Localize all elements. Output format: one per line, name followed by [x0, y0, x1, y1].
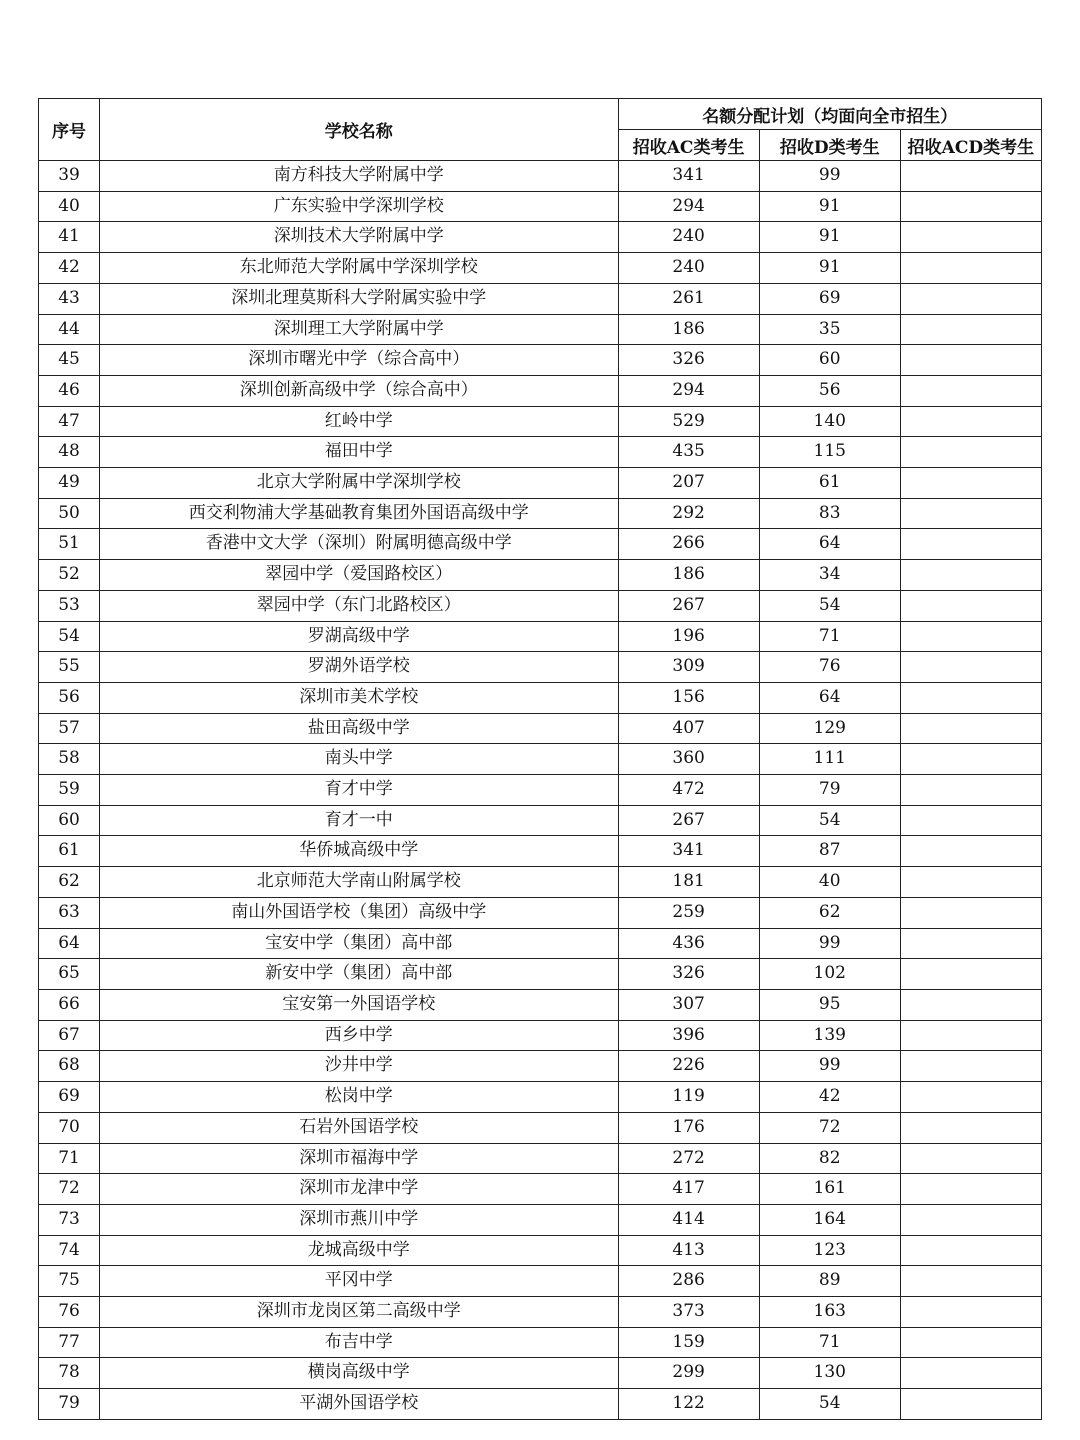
table-row — [39, 253, 1042, 284]
cell-d-quota: 130 — [759, 1358, 900, 1389]
table-row — [39, 1327, 1042, 1358]
cell-ac-quota: 435 — [618, 437, 759, 468]
cell-ac-quota: 159 — [618, 1327, 759, 1358]
cell-ac-quota: 529 — [618, 406, 759, 437]
cell-school-name: 南头中学 — [100, 744, 619, 775]
cell-seq: 63 — [39, 897, 100, 928]
cell-ac-quota: 292 — [618, 498, 759, 529]
cell-ac-quota: 272 — [618, 1143, 759, 1174]
cell-ac-quota: 436 — [618, 928, 759, 959]
table-row — [39, 406, 1042, 437]
table-row — [39, 191, 1042, 222]
cell-school-name: 深圳市龙津中学 — [100, 1174, 619, 1205]
cell-d-quota: 71 — [759, 621, 900, 652]
cell-ac-quota: 417 — [618, 1174, 759, 1205]
cell-school-name: 北京大学附属中学深圳学校 — [100, 468, 619, 499]
table-row — [39, 1020, 1042, 1051]
table-row — [39, 375, 1042, 406]
cell-seq: 46 — [39, 375, 100, 406]
cell-school-name: 深圳技术大学附属中学 — [100, 222, 619, 253]
cell-acd-quota — [900, 989, 1041, 1020]
table-row — [39, 928, 1042, 959]
cell-ac-quota: 341 — [618, 161, 759, 192]
cell-d-quota: 164 — [759, 1204, 900, 1235]
cell-d-quota: 99 — [759, 161, 900, 192]
table-row — [39, 1174, 1042, 1205]
cell-d-quota: 35 — [759, 314, 900, 345]
table-row — [39, 468, 1042, 499]
cell-ac-quota: 326 — [618, 345, 759, 376]
cell-ac-quota: 267 — [618, 805, 759, 836]
cell-seq: 49 — [39, 468, 100, 499]
cell-seq: 67 — [39, 1020, 100, 1051]
table-row — [39, 867, 1042, 898]
cell-acd-quota — [900, 713, 1041, 744]
cell-seq: 76 — [39, 1297, 100, 1328]
cell-acd-quota — [900, 744, 1041, 775]
cell-acd-quota — [900, 1112, 1041, 1143]
cell-seq: 51 — [39, 529, 100, 560]
cell-seq: 45 — [39, 345, 100, 376]
table-row — [39, 652, 1042, 683]
cell-seq: 79 — [39, 1389, 100, 1420]
cell-seq: 55 — [39, 652, 100, 683]
cell-school-name: 翠园中学（东门北路校区） — [100, 590, 619, 621]
table-row — [39, 1389, 1042, 1420]
cell-d-quota: 161 — [759, 1174, 900, 1205]
cell-school-name: 深圳市曙光中学（综合高中） — [100, 345, 619, 376]
cell-school-name: 南山外国语学校（集团）高级中学 — [100, 897, 619, 928]
cell-d-quota: 76 — [759, 652, 900, 683]
cell-d-quota: 72 — [759, 1112, 900, 1143]
cell-ac-quota: 360 — [618, 744, 759, 775]
cell-school-name: 红岭中学 — [100, 406, 619, 437]
cell-acd-quota — [900, 775, 1041, 806]
cell-school-name: 香港中文大学（深圳）附属明德高级中学 — [100, 529, 619, 560]
cell-ac-quota: 413 — [618, 1235, 759, 1266]
cell-d-quota: 129 — [759, 713, 900, 744]
cell-ac-quota: 286 — [618, 1266, 759, 1297]
cell-seq: 52 — [39, 560, 100, 591]
cell-school-name: 龙城高级中学 — [100, 1235, 619, 1266]
cell-acd-quota — [900, 529, 1041, 560]
cell-seq: 41 — [39, 222, 100, 253]
cell-school-name: 育才一中 — [100, 805, 619, 836]
cell-d-quota: 82 — [759, 1143, 900, 1174]
cell-d-quota: 54 — [759, 805, 900, 836]
cell-school-name: 西交利物浦大学基础教育集团外国语高级中学 — [100, 498, 619, 529]
cell-seq: 60 — [39, 805, 100, 836]
cell-ac-quota: 261 — [618, 283, 759, 314]
cell-school-name: 华侨城高级中学 — [100, 836, 619, 867]
cell-d-quota: 64 — [759, 682, 900, 713]
cell-seq: 53 — [39, 590, 100, 621]
cell-seq: 64 — [39, 928, 100, 959]
cell-seq: 78 — [39, 1358, 100, 1389]
cell-school-name: 平冈中学 — [100, 1266, 619, 1297]
cell-ac-quota: 294 — [618, 191, 759, 222]
cell-ac-quota: 472 — [618, 775, 759, 806]
cell-d-quota: 89 — [759, 1266, 900, 1297]
cell-ac-quota: 267 — [618, 590, 759, 621]
cell-d-quota: 102 — [759, 959, 900, 990]
cell-acd-quota — [900, 253, 1041, 284]
cell-acd-quota — [900, 1082, 1041, 1113]
quota-allocation-table — [38, 98, 1042, 1420]
cell-d-quota: 87 — [759, 836, 900, 867]
cell-d-quota: 62 — [759, 897, 900, 928]
table-row — [39, 283, 1042, 314]
cell-d-quota: 95 — [759, 989, 900, 1020]
cell-acd-quota — [900, 222, 1041, 253]
cell-school-name: 宝安中学（集团）高中部 — [100, 928, 619, 959]
cell-school-name: 育才中学 — [100, 775, 619, 806]
header-quota-plan: 名额分配计划（均面向全市招生） — [618, 99, 1041, 130]
table-row — [39, 1082, 1042, 1113]
cell-seq: 72 — [39, 1174, 100, 1205]
cell-school-name: 平湖外国语学校 — [100, 1389, 619, 1420]
cell-school-name: 福田中学 — [100, 437, 619, 468]
header-seq: 序号 — [39, 99, 100, 161]
cell-acd-quota — [900, 498, 1041, 529]
cell-seq: 57 — [39, 713, 100, 744]
cell-d-quota: 69 — [759, 283, 900, 314]
table-body — [39, 161, 1042, 1420]
table-row — [39, 744, 1042, 775]
cell-school-name: 深圳北理莫斯科大学附属实验中学 — [100, 283, 619, 314]
cell-ac-quota: 326 — [618, 959, 759, 990]
cell-acd-quota — [900, 283, 1041, 314]
cell-ac-quota: 266 — [618, 529, 759, 560]
cell-school-name: 布吉中学 — [100, 1327, 619, 1358]
cell-ac-quota: 294 — [618, 375, 759, 406]
cell-d-quota: 91 — [759, 191, 900, 222]
table-row — [39, 437, 1042, 468]
cell-acd-quota — [900, 1358, 1041, 1389]
cell-ac-quota: 299 — [618, 1358, 759, 1389]
table-row — [39, 989, 1042, 1020]
header-d: 招收D类考生 — [759, 130, 900, 161]
cell-d-quota: 91 — [759, 222, 900, 253]
cell-seq: 74 — [39, 1235, 100, 1266]
cell-d-quota: 139 — [759, 1020, 900, 1051]
table-row — [39, 222, 1042, 253]
cell-d-quota: 64 — [759, 529, 900, 560]
cell-school-name: 深圳市龙岗区第二高级中学 — [100, 1297, 619, 1328]
table-row — [39, 1235, 1042, 1266]
cell-ac-quota: 240 — [618, 253, 759, 284]
cell-acd-quota — [900, 959, 1041, 990]
cell-acd-quota — [900, 590, 1041, 621]
cell-acd-quota — [900, 682, 1041, 713]
table-row — [39, 805, 1042, 836]
cell-acd-quota — [900, 161, 1041, 192]
table-row — [39, 1358, 1042, 1389]
cell-ac-quota: 226 — [618, 1051, 759, 1082]
cell-d-quota: 83 — [759, 498, 900, 529]
cell-school-name: 东北师范大学附属中学深圳学校 — [100, 253, 619, 284]
cell-school-name: 石岩外国语学校 — [100, 1112, 619, 1143]
cell-school-name: 新安中学（集团）高中部 — [100, 959, 619, 990]
cell-seq: 70 — [39, 1112, 100, 1143]
cell-seq: 44 — [39, 314, 100, 345]
cell-seq: 65 — [39, 959, 100, 990]
cell-d-quota: 34 — [759, 560, 900, 591]
cell-acd-quota — [900, 468, 1041, 499]
cell-d-quota: 140 — [759, 406, 900, 437]
cell-seq: 50 — [39, 498, 100, 529]
cell-ac-quota: 119 — [618, 1082, 759, 1113]
cell-seq: 68 — [39, 1051, 100, 1082]
header-acd: 招收ACD类考生 — [900, 130, 1041, 161]
cell-acd-quota — [900, 314, 1041, 345]
cell-acd-quota — [900, 836, 1041, 867]
cell-ac-quota: 196 — [618, 621, 759, 652]
cell-ac-quota: 122 — [618, 1389, 759, 1420]
cell-school-name: 深圳创新高级中学（综合高中） — [100, 375, 619, 406]
cell-d-quota: 123 — [759, 1235, 900, 1266]
cell-d-quota: 99 — [759, 1051, 900, 1082]
table-row — [39, 314, 1042, 345]
cell-school-name: 罗湖高级中学 — [100, 621, 619, 652]
cell-seq: 77 — [39, 1327, 100, 1358]
cell-acd-quota — [900, 897, 1041, 928]
cell-school-name: 沙井中学 — [100, 1051, 619, 1082]
cell-seq: 71 — [39, 1143, 100, 1174]
cell-seq: 58 — [39, 744, 100, 775]
cell-seq: 47 — [39, 406, 100, 437]
cell-acd-quota — [900, 652, 1041, 683]
table-row — [39, 1051, 1042, 1082]
cell-acd-quota — [900, 1174, 1041, 1205]
cell-school-name: 南方科技大学附属中学 — [100, 161, 619, 192]
cell-acd-quota — [900, 1389, 1041, 1420]
cell-ac-quota: 240 — [618, 222, 759, 253]
cell-seq: 75 — [39, 1266, 100, 1297]
table-row — [39, 1204, 1042, 1235]
cell-acd-quota — [900, 867, 1041, 898]
table-row — [39, 590, 1042, 621]
cell-acd-quota — [900, 437, 1041, 468]
header-school-name: 学校名称 — [100, 99, 619, 161]
table-header — [39, 99, 1042, 161]
table-row — [39, 1112, 1042, 1143]
cell-school-name: 广东实验中学深圳学校 — [100, 191, 619, 222]
cell-d-quota: 61 — [759, 468, 900, 499]
cell-ac-quota: 309 — [618, 652, 759, 683]
cell-acd-quota — [900, 621, 1041, 652]
table-row — [39, 897, 1042, 928]
cell-acd-quota — [900, 1051, 1041, 1082]
table-row — [39, 345, 1042, 376]
cell-d-quota: 91 — [759, 253, 900, 284]
cell-seq: 62 — [39, 867, 100, 898]
cell-school-name: 深圳市美术学校 — [100, 682, 619, 713]
cell-acd-quota — [900, 375, 1041, 406]
cell-acd-quota — [900, 345, 1041, 376]
table-row — [39, 498, 1042, 529]
table-row — [39, 713, 1042, 744]
cell-acd-quota — [900, 1020, 1041, 1051]
cell-ac-quota: 186 — [618, 560, 759, 591]
cell-ac-quota: 341 — [618, 836, 759, 867]
cell-acd-quota — [900, 928, 1041, 959]
cell-school-name: 北京师范大学南山附属学校 — [100, 867, 619, 898]
cell-d-quota: 54 — [759, 590, 900, 621]
cell-school-name: 西乡中学 — [100, 1020, 619, 1051]
cell-seq: 73 — [39, 1204, 100, 1235]
cell-acd-quota — [900, 191, 1041, 222]
cell-ac-quota: 373 — [618, 1297, 759, 1328]
cell-d-quota: 40 — [759, 867, 900, 898]
table-row — [39, 682, 1042, 713]
cell-seq: 59 — [39, 775, 100, 806]
cell-seq: 61 — [39, 836, 100, 867]
cell-seq: 69 — [39, 1082, 100, 1113]
cell-ac-quota: 176 — [618, 1112, 759, 1143]
table-row — [39, 1297, 1042, 1328]
table-row — [39, 1143, 1042, 1174]
cell-ac-quota: 407 — [618, 713, 759, 744]
cell-ac-quota: 414 — [618, 1204, 759, 1235]
cell-seq: 66 — [39, 989, 100, 1020]
cell-seq: 40 — [39, 191, 100, 222]
cell-acd-quota — [900, 1143, 1041, 1174]
table-row — [39, 161, 1042, 192]
cell-school-name: 罗湖外语学校 — [100, 652, 619, 683]
cell-seq: 54 — [39, 621, 100, 652]
cell-d-quota: 99 — [759, 928, 900, 959]
table-row — [39, 560, 1042, 591]
cell-seq: 42 — [39, 253, 100, 284]
table-row — [39, 621, 1042, 652]
cell-school-name: 深圳市福海中学 — [100, 1143, 619, 1174]
cell-school-name: 松岗中学 — [100, 1082, 619, 1113]
cell-seq: 48 — [39, 437, 100, 468]
cell-ac-quota: 259 — [618, 897, 759, 928]
cell-acd-quota — [900, 1327, 1041, 1358]
cell-acd-quota — [900, 1235, 1041, 1266]
cell-ac-quota: 207 — [618, 468, 759, 499]
cell-school-name: 横岗高级中学 — [100, 1358, 619, 1389]
cell-acd-quota — [900, 1266, 1041, 1297]
table-row — [39, 959, 1042, 990]
cell-d-quota: 42 — [759, 1082, 900, 1113]
table-row — [39, 775, 1042, 806]
cell-d-quota: 79 — [759, 775, 900, 806]
cell-d-quota: 111 — [759, 744, 900, 775]
cell-acd-quota — [900, 406, 1041, 437]
cell-seq: 43 — [39, 283, 100, 314]
cell-seq: 39 — [39, 161, 100, 192]
cell-ac-quota: 307 — [618, 989, 759, 1020]
cell-school-name: 盐田高级中学 — [100, 713, 619, 744]
cell-school-name: 宝安第一外国语学校 — [100, 989, 619, 1020]
cell-ac-quota: 156 — [618, 682, 759, 713]
cell-school-name: 翠园中学（爱国路校区） — [100, 560, 619, 591]
cell-d-quota: 115 — [759, 437, 900, 468]
table-row — [39, 1266, 1042, 1297]
cell-acd-quota — [900, 1297, 1041, 1328]
cell-acd-quota — [900, 1204, 1041, 1235]
cell-d-quota: 163 — [759, 1297, 900, 1328]
table-row — [39, 529, 1042, 560]
cell-d-quota: 71 — [759, 1327, 900, 1358]
cell-ac-quota: 186 — [618, 314, 759, 345]
cell-ac-quota: 181 — [618, 867, 759, 898]
cell-d-quota: 56 — [759, 375, 900, 406]
cell-school-name: 深圳市燕川中学 — [100, 1204, 619, 1235]
table-row — [39, 836, 1042, 867]
cell-acd-quota — [900, 560, 1041, 591]
cell-ac-quota: 396 — [618, 1020, 759, 1051]
cell-acd-quota — [900, 805, 1041, 836]
cell-school-name: 深圳理工大学附属中学 — [100, 314, 619, 345]
header-ac: 招收AC类考生 — [618, 130, 759, 161]
cell-d-quota: 54 — [759, 1389, 900, 1420]
cell-seq: 56 — [39, 682, 100, 713]
cell-d-quota: 60 — [759, 345, 900, 376]
